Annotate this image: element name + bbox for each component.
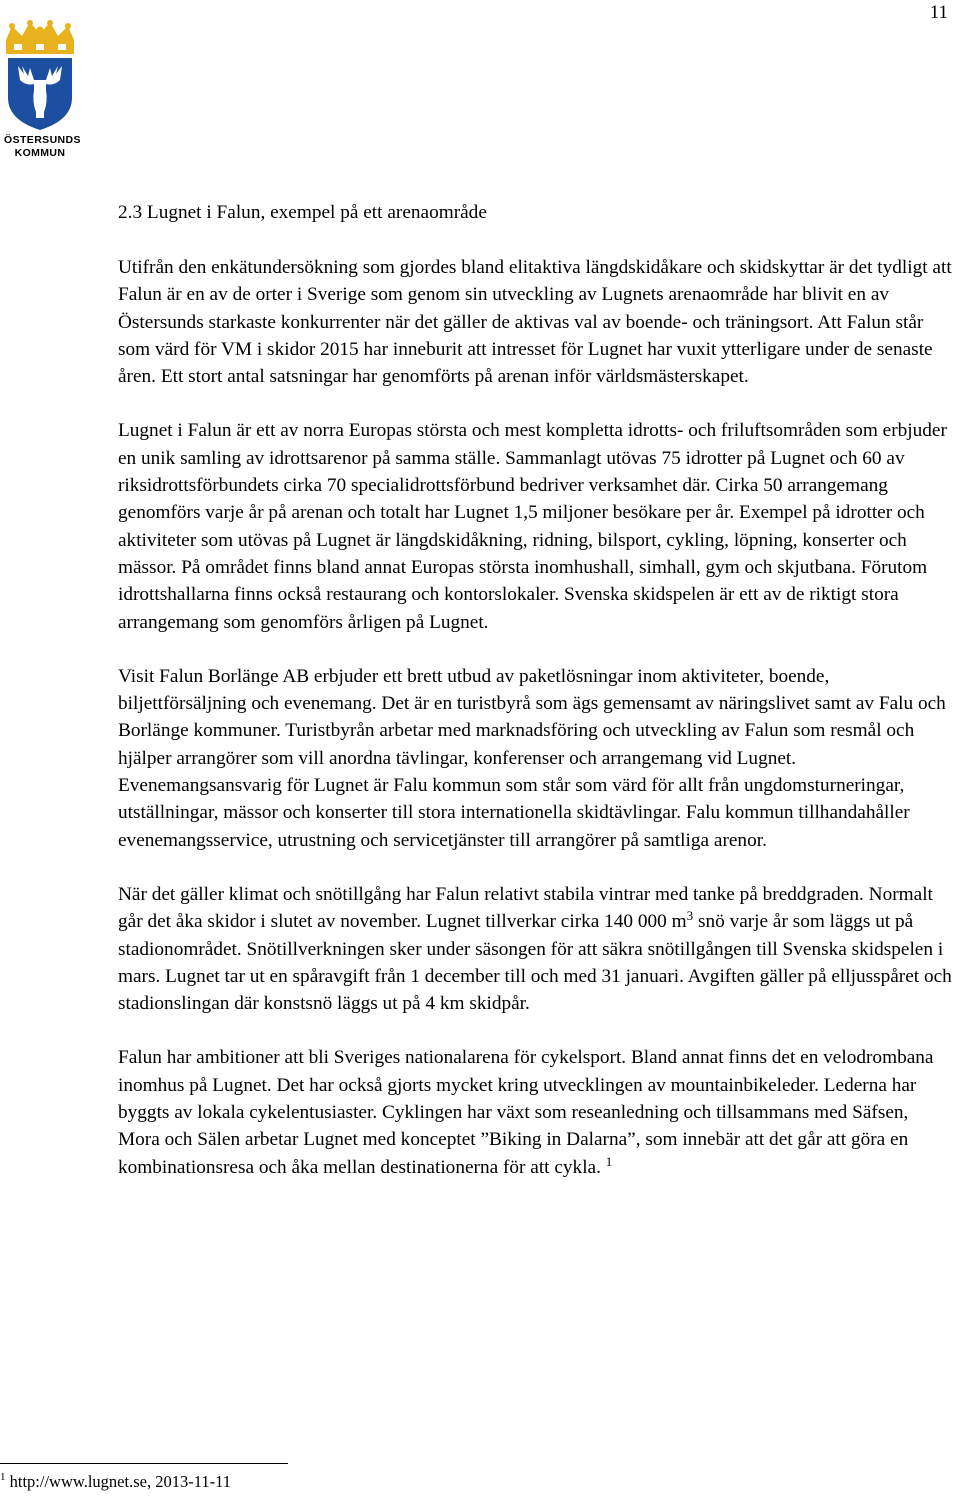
- footnote-text: http://www.lugnet.se, 2013-11-11: [5, 1472, 231, 1491]
- logo-text-line2: KOMMUN: [14, 147, 66, 159]
- page-number: 11: [929, 2, 948, 23]
- paragraph-4: [118, 881, 953, 1017]
- footnote-reference: 1: [605, 1153, 613, 1169]
- section-heading: 2.3 Lugnet i Falun, exempel på ett arenaområde: [118, 202, 487, 223]
- paragraph-5: [118, 1044, 953, 1180]
- coat-of-arms-icon: [4, 20, 76, 132]
- ostersunds-kommun-logo: [4, 20, 81, 162]
- footnote-number: 1: [0, 1471, 6, 1483]
- paragraph-1: Utifrån den enkätundersökning som gjordes bland elitaktiva längdskidåkare och skidskyttar är det tydligt att Falun är en av de orter i Sverige som genom sin utveckling av Lugnets arenaområde har blivit en av Östersunds starkaste konkurrenter när det gäller de aktivas val av boende- och träningsort. Att Falun står som värd för VM i skidor 2015 har inneburit att intresset för Lugnet har vuxit ytterligare under de senaste åren. Ett stort antal satsningar har genomförts på arenan inför världsmästerskapet.: [118, 257, 952, 388]
- logo-text-line1: ÖSTERSUNDS: [4, 134, 81, 146]
- footnote: [0, 1471, 500, 1493]
- footnote-divider: [0, 1463, 288, 1464]
- document-body: [118, 199, 953, 1208]
- superscript-cubed: 3: [686, 908, 694, 924]
- paragraph-4-text-after: snö varje år som läggs ut på stadionområdet. Snötillverkningen sker under säsongen för att säkra snötillgången till Svenska skidspelen i mars. Lugnet tar ut en spåravgift från 1 december till och med 31 januari. Avgiften gäller på elljusspåret och stadionslingan där konstsnö läggs ut på 4 km skidpår.: [118, 911, 952, 1015]
- paragraph-4-text-before: När det gäller klimat och snötillgång har Falun relativt stabila vintrar med tanke på breddgraden. Normalt går det åka skidor i slutet av november. Lugnet tillverkar cirka 140 000 m: [118, 883, 933, 933]
- paragraph-2: Lugnet i Falun är ett av norra Europas största och mest kompletta idrotts- och friluftsområden som erbjuder en unik samling av idrottsarenor på samma ställe. Sammanlagt utövas 75 idrotter på Lugnet och 60 av riksidrottsförbundets cirka 70 specialidrottsförbund bedriver verksamhet där. Cirka 50 arrangemang genomförs varje år på arenan och totalt har Lugnet 1,5 miljoner besökare per år. Exempel på idrotter och aktiviteter som utövas på Lugnet är längdskidåkning, ridning, bilsport, cykling, löpning, konserter och mässor. På området finns bland annat Europas största inomhushall, simhall, gym och skjutbana. Förutom idrottshallarna finns också restaurang och kontorslokaler. Svenska skidspelen är ett av de riktigt stora arrangemang som genomförs årligen på Lugnet.: [118, 420, 947, 633]
- paragraph-3: Visit Falun Borlänge AB erbjuder ett brett utbud av paketlösningar inom aktiviteter, boende, biljettförsäljning och evenemang. Det är en turistbyrå som ägs gemensamt av näringslivet samt av Falu och Borlänge kommuner. Turistbyrån arbetar med marknadsföring och utveckling av Falun som resmål och hjälper arrangörer som vill anordna tävlingar, konferenser och arrangemang vid Lugnet. Evenemangsansvarig för Lugnet är Falu kommun som står som värd för allt från ungdomsturneringar, utställningar, mässor och konserter till stora internationella skidtävlingar. Falu kommun tillhandahåller evenemangsservice, utrustning och servicetjänster till arrangörer på samtliga arenor.: [118, 665, 946, 851]
- paragraph-5-text: Falun har ambitioner att bli Sveriges nationalarena för cykelsport. Bland annat finns det en velodrombana inomhus på Lugnet. Det har också gjorts mycket kring utvecklingen av mountainbikeleder. Lederna har byggts av lokala cykelentusiaster. Cyklingen har växt som reseanledning och tillsammans med Säfsen, Mora och Sälen arbetar Lugnet med konceptet ”Biking in Dalarna”, som innebär att det går att göra en kombinationsresa och åka mellan destinationerna för att cykla.: [118, 1047, 934, 1178]
